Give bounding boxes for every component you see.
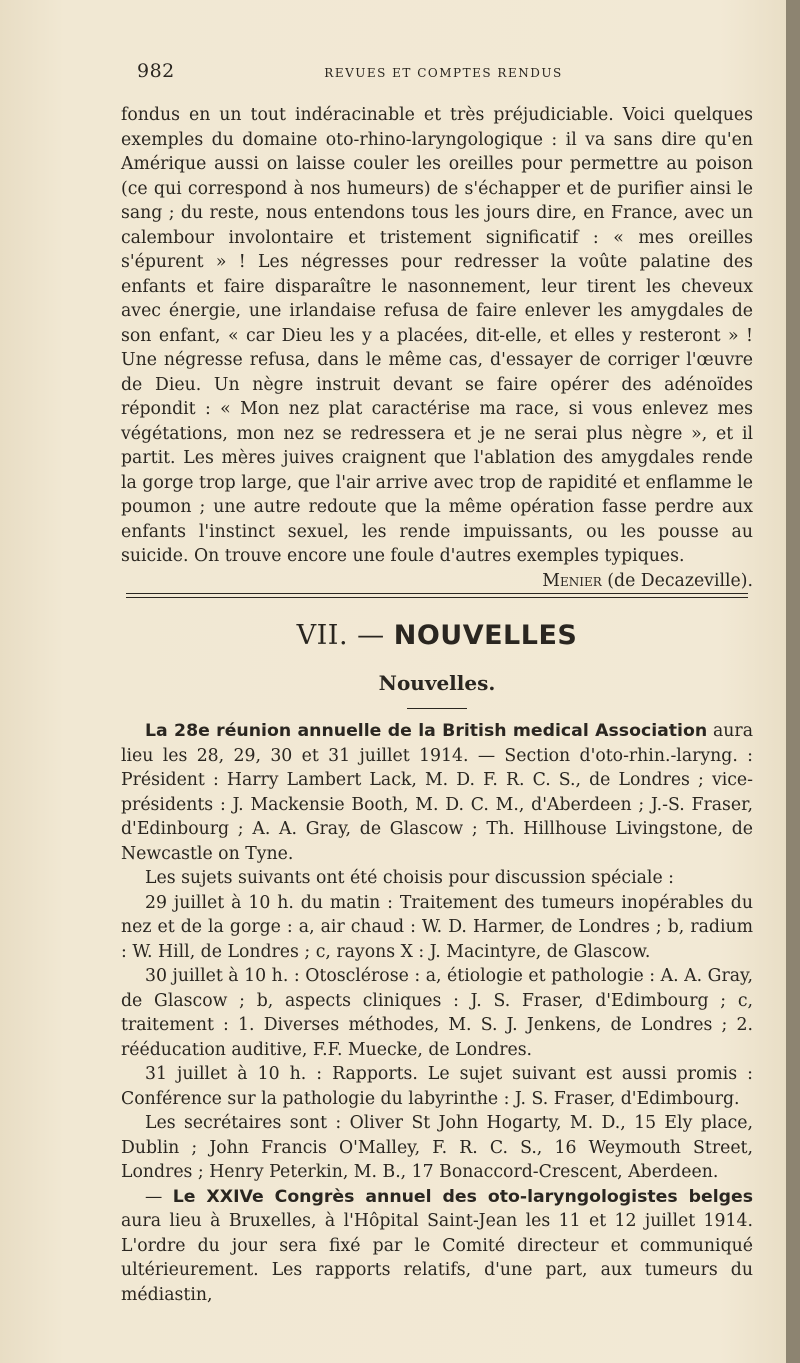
section-dash: —	[357, 620, 385, 651]
section-heading	[121, 620, 753, 652]
page-header	[137, 60, 750, 84]
news-text: aura lieu les 28, 29, 30 et 31 juillet 1914. — Section d'oto-rhin.-laryng. : Président : Harry Lambert Lack, M. D. F. R. C. S., de Londres ; vice-présidents : J. Mackensie Booth, M. D. C. M., d'Aberdeen ; J.-S. Fraser, d'Edinbourg ; A. A. Gray, de Glascow ; Th. Hillhouse Livingstone, de Newcastle on Tyne.	[121, 721, 753, 864]
paragraph-text: fondus en un tout indéracinable et très préjudiciable. Voici quelques exemples du domaine oto-rhino-laryngologique : il va sans dire qu'en Amérique aussi on laisse couler les oreilles pour permettre au poison (ce qui correspond à nos humeurs) de s'échapper et de purifier ainsi le sang ; du reste, nous entendons tous les jours dire, en France, avec un calembour involontaire et tristement significatif : « mes oreilles s'épurent » ! Les négresses pour redresser la voûte palatine des enfants et faire disparaître le nasonnement, leur tirent les cheveux avec énergie, une irlandaise refusa de faire enlever les amygdales de son enfant, « car Dieu les y a placées, dit-elle, et elles y resteront » ! Une négresse refusa, dans le même cas, d'essayer de corriger l'œuvre de Dieu. Un nègre instruit devant se faire opérer des adénoïdes répondit : « Mon nez plat caractérise ma race, si vous enlevez mes végétations, mon nez se redressera et je ne serai plus nègre », et il partit. Les mères juives craignent que l'ablation des amygdales rende la gorge trop large, que l'air arrive avec trop de rapidité et enflamme le poumon ; une autre redoute que la même opération fasse perdre aux enfants l'instinct sexuel, les rende impuissants, ou les pousse au suicide. On trouve encore une foule d'autres exemples typiques.	[121, 105, 753, 566]
signature-name: Menier	[542, 570, 602, 591]
signature	[542, 569, 753, 594]
section-number: VII.	[296, 620, 349, 651]
news-lead-title: La 28e réunion annuelle de la British medical Association	[145, 721, 708, 741]
news-dash: —	[145, 1186, 163, 1207]
news-text: aura lieu à Bruxelles, à l'Hôpital Saint-Jean les 11 et 12 juillet 1914. L'ordre du jour sera fixé par le Comité directeur et communiqué ultérieurement. Les rapports relatifs, d'une part, aux tumeurs du médiastin,	[121, 1211, 753, 1305]
news-item-belgian-congress	[121, 1185, 753, 1308]
news-paragraph: 30 juillet à 10 h. : Otosclérose : a, étiologie et pathologie : A. A. Gray, de Glascow ; b, aspects cliniques : J. S. Fraser, d'Edimbourg ; c, traitement : 1. Diverses méthodes, M. S. J. Jenkens, de Londres ; 2. rééducation auditive, F.F. Muecke, de Londres.	[121, 966, 753, 1060]
subsection-rule	[407, 708, 467, 709]
news-item-british-association	[121, 719, 753, 866]
news-paragraph: 31 juillet à 10 h. : Rapports. Le sujet suivant est aussi promis : Conférence sur la pathologie du labyrinthe : J. S. Fraser, d'Edimbourg.	[121, 1064, 753, 1109]
news-paragraph: Les sujets suivants ont été choisis pour discussion spéciale :	[145, 868, 674, 888]
paragraph-continuation	[121, 103, 753, 591]
scan-edge	[786, 0, 800, 1363]
page-number: 982	[137, 60, 175, 82]
news-lead-title: Le XXIVe Congrès annuel des oto-laryngologistes belges	[172, 1186, 753, 1207]
page-body	[121, 103, 753, 1307]
running-title: REVUES ET COMPTES RENDUS	[324, 66, 563, 80]
section-divider	[121, 593, 753, 598]
news-paragraph: 29 juillet à 10 h. du matin : Traitement des tumeurs inopérables du nez et de la gorge : a, air chaud : W. D. Harmer, de Londres ; b, radium : W. Hill, de Londres ; c, rayons X : J. Macintyre, de Glascow.	[121, 892, 753, 962]
section-title: NOUVELLES	[393, 620, 578, 651]
news-paragraph: Les secrétaires sont : Oliver St John Hogarty, M. D., 15 Ely place, Dublin ; John Francis O'Malley, F. R. C. S., 16 Weymouth Street, Londres ; Henry Peterkin, M. B., 17 Bonaccord-Crescent, Aberdeen.	[121, 1113, 753, 1182]
subsection-title: Nouvelles.	[378, 671, 496, 695]
signature-place: (de Decazeville).	[607, 570, 753, 591]
